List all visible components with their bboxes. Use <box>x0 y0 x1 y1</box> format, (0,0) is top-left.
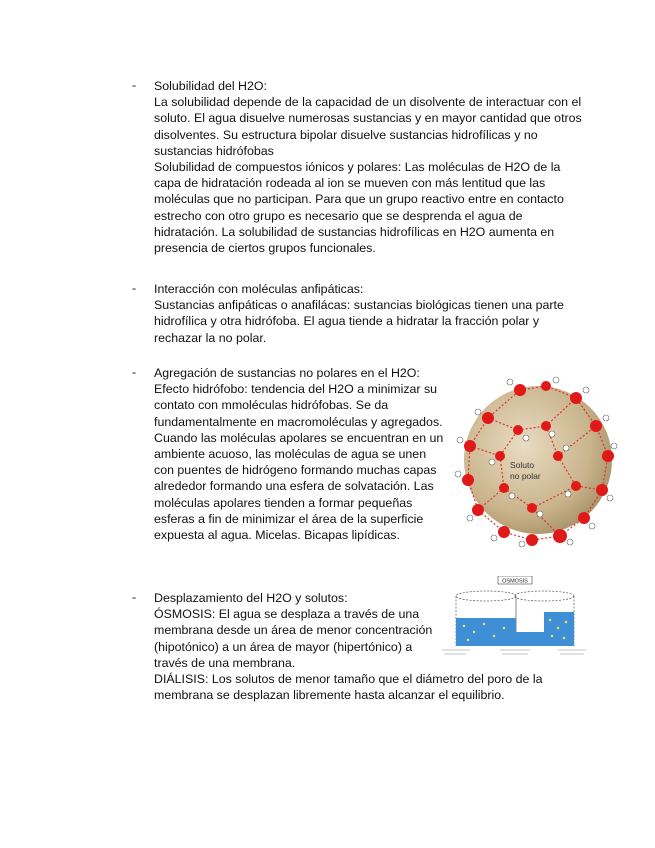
paragraph: Solubilidad de compuestos iónicos y polares: Las moléculas de H2O de la capa de hidratación rodeada al ion se mueven con más lentitud que las moléculas que no participan. Para que un grupo reactivo entre en contacto estrecho con otro grupo es necesario que se desprenda el agua de hidratación. La solubilidad de sustancias hidrofílicas en H2O aumenta en presencia de ciertos grupos funcionales. <box>154 160 564 256</box>
paragraph: Sustancias anfipáticas o anafilácas: sustancias biológicas tienen una parte hidrofílica y otra hidrófoba. El agua tiende a hidratar la fracción polar y rechazar la no polar. <box>154 298 564 345</box>
section-title: Interacción con moléculas anfipáticas: <box>154 282 364 296</box>
bullet-dash: - <box>132 78 137 92</box>
osmosis-figure <box>440 576 590 666</box>
section-body <box>154 78 582 256</box>
bullet-dash: - <box>132 590 137 604</box>
paragraph: Efecto hidrófobo: tendencia del H2O a minimizar su contato con mmoléculas hidrófobas. Se da fundamentalmente en macromoléculas y agregados. Cuando las moléculas apolares se encuentran en un ambiente acuoso, las moléculas de agua se unen con puentes de hidrógeno formando muchas capas alrededor formando una esfera de solvatación. Las moléculas apolares tienden a formar pequeñas esferas a fin de minimizar el área de la superficie expuesta al agua. Micelas. Bicapas lipídicas. <box>154 382 444 543</box>
solute-label-1: Soluto <box>510 460 535 470</box>
section-title: Agregación de sustancias no polares en el H2O: <box>154 366 420 380</box>
solvation-sphere-figure <box>448 368 618 548</box>
solute-label-2: no polar <box>510 471 541 481</box>
bullet-dash: - <box>132 365 137 379</box>
section-title: Solubilidad del H2O: <box>154 79 267 93</box>
paragraph: ÓSMOSIS: El agua se desplaza a través de una membrana desde un área de menor concentración (hipotónico) a un área de mayor (hipertónico) a través de una membrana. <box>154 607 433 670</box>
right-compartment-water <box>544 612 574 646</box>
paragraph: DIÁLISIS: Los solutos de menor tamaño que el diámetro del poro de la membrana se desplazan libremente hasta alcanzar el equilibrio. <box>154 672 543 703</box>
left-compartment-water <box>456 618 516 646</box>
osmosis-title: OSMOSIS <box>502 578 528 585</box>
section-body <box>154 281 582 346</box>
section-body <box>154 365 444 543</box>
section-title: Desplazamiento del H2O y solutos: <box>154 591 348 605</box>
bullet-dash: - <box>132 281 137 295</box>
paragraph: La solubilidad depende de la capacidad de un disolvente de interactuar con el soluto. El agua disuelve numerosas sustancias y en mayor cantidad que otros disolventes. Su estructura bipolar disuelve sustancias hidrofílicas y no sustancias hidrófobas <box>154 95 582 158</box>
